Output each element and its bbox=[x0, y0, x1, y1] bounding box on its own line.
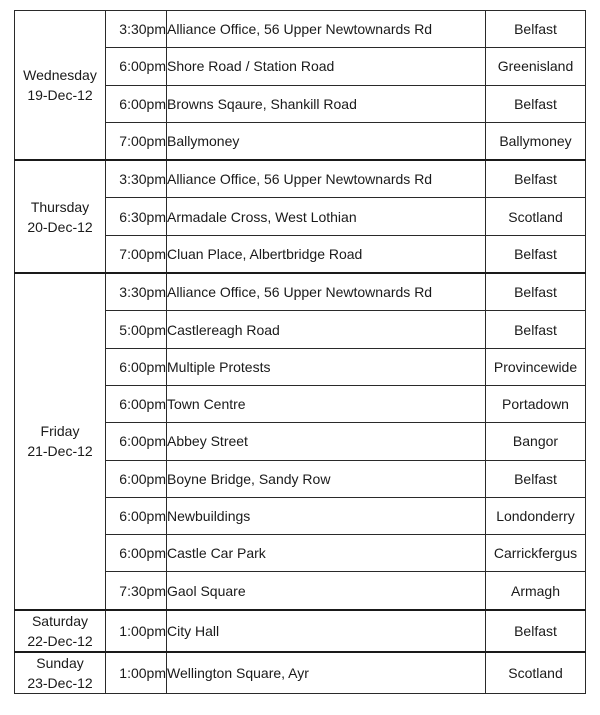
event-time: 7:00pm bbox=[106, 235, 167, 273]
event-venue: Alliance Office, 56 Upper Newtownards Rd bbox=[167, 273, 486, 311]
day-date: 20-Dec-12 bbox=[27, 218, 93, 235]
event-time: 3:30pm bbox=[106, 160, 167, 198]
table-row bbox=[15, 11, 586, 48]
day-name: Sunday bbox=[36, 654, 84, 671]
event-area: Belfast bbox=[486, 85, 586, 122]
table-row bbox=[15, 273, 586, 311]
day-name: Friday bbox=[40, 423, 80, 440]
event-time: 6:00pm bbox=[106, 348, 167, 385]
event-time: 3:30pm bbox=[106, 11, 167, 48]
event-venue: Newbuildings bbox=[167, 497, 486, 534]
event-area: Belfast bbox=[486, 460, 586, 497]
event-area: Provincewide bbox=[486, 348, 586, 385]
day-name: Wednesday bbox=[23, 67, 97, 84]
event-area: Belfast bbox=[486, 235, 586, 273]
event-area: Belfast bbox=[486, 273, 586, 311]
event-area: Portadown bbox=[486, 385, 586, 422]
event-venue: Town Centre bbox=[167, 385, 486, 422]
event-venue: Boyne Bridge, Sandy Row bbox=[167, 460, 486, 497]
event-time: 6:00pm bbox=[106, 535, 167, 572]
event-time: 6:00pm bbox=[106, 85, 167, 122]
event-venue: Armadale Cross, West Lothian bbox=[167, 198, 486, 235]
event-venue: Shore Road / Station Road bbox=[167, 48, 486, 85]
event-venue: Abbey Street bbox=[167, 423, 486, 460]
event-venue: Castle Car Park bbox=[167, 535, 486, 572]
day-date: 23-Dec-12 bbox=[27, 674, 93, 691]
event-venue: Browns Sqaure, Shankill Road bbox=[167, 85, 486, 122]
event-area: Carrickfergus bbox=[486, 535, 586, 572]
day-name: Saturday bbox=[31, 612, 89, 629]
event-venue: Alliance Office, 56 Upper Newtownards Rd bbox=[167, 11, 486, 48]
day-cell-sunday bbox=[15, 652, 106, 694]
day-cell-friday bbox=[15, 273, 106, 610]
table-row bbox=[15, 160, 586, 198]
event-area: Belfast bbox=[486, 11, 586, 48]
event-area: Londonderry bbox=[486, 497, 586, 534]
event-time: 6:00pm bbox=[106, 385, 167, 422]
event-area: Belfast bbox=[486, 311, 586, 348]
table-row bbox=[15, 652, 586, 694]
event-time: 6:00pm bbox=[106, 423, 167, 460]
event-time: 6:00pm bbox=[106, 497, 167, 534]
event-venue: Alliance Office, 56 Upper Newtownards Rd bbox=[167, 160, 486, 198]
event-time: 5:00pm bbox=[106, 311, 167, 348]
event-area: Armagh bbox=[486, 572, 586, 610]
event-venue: Multiple Protests bbox=[167, 348, 486, 385]
event-venue: Ballymoney bbox=[167, 122, 486, 160]
protest-schedule-table bbox=[14, 10, 586, 694]
event-time: 6:30pm bbox=[106, 198, 167, 235]
day-date: 19-Dec-12 bbox=[27, 87, 93, 104]
event-time: 6:00pm bbox=[106, 460, 167, 497]
event-time: 1:00pm bbox=[106, 610, 167, 652]
event-venue: Wellington Square, Ayr bbox=[167, 652, 486, 694]
day-cell-thursday bbox=[15, 160, 106, 273]
event-time: 7:00pm bbox=[106, 122, 167, 160]
event-area: Greenisland bbox=[486, 48, 586, 85]
event-area: Bangor bbox=[486, 423, 586, 460]
table-row bbox=[15, 610, 586, 652]
event-venue: Castlereagh Road bbox=[167, 311, 486, 348]
event-area: Scotland bbox=[486, 652, 586, 694]
day-date: 21-Dec-12 bbox=[27, 443, 93, 460]
day-cell-saturday bbox=[15, 610, 106, 652]
event-time: 6:00pm bbox=[106, 48, 167, 85]
event-area: Belfast bbox=[486, 160, 586, 198]
event-area: Ballymoney bbox=[486, 122, 586, 160]
day-cell-wednesday bbox=[15, 11, 106, 161]
event-venue: City Hall bbox=[167, 610, 486, 652]
event-time: 3:30pm bbox=[106, 273, 167, 311]
day-name: Thursday bbox=[30, 198, 90, 215]
event-venue: Gaol Square bbox=[167, 572, 486, 610]
event-area: Scotland bbox=[486, 198, 586, 235]
event-time: 7:30pm bbox=[106, 572, 167, 610]
event-venue: Cluan Place, Albertbridge Road bbox=[167, 235, 486, 273]
event-area: Belfast bbox=[486, 610, 586, 652]
event-time: 1:00pm bbox=[106, 652, 167, 694]
day-date: 22-Dec-12 bbox=[27, 632, 93, 649]
